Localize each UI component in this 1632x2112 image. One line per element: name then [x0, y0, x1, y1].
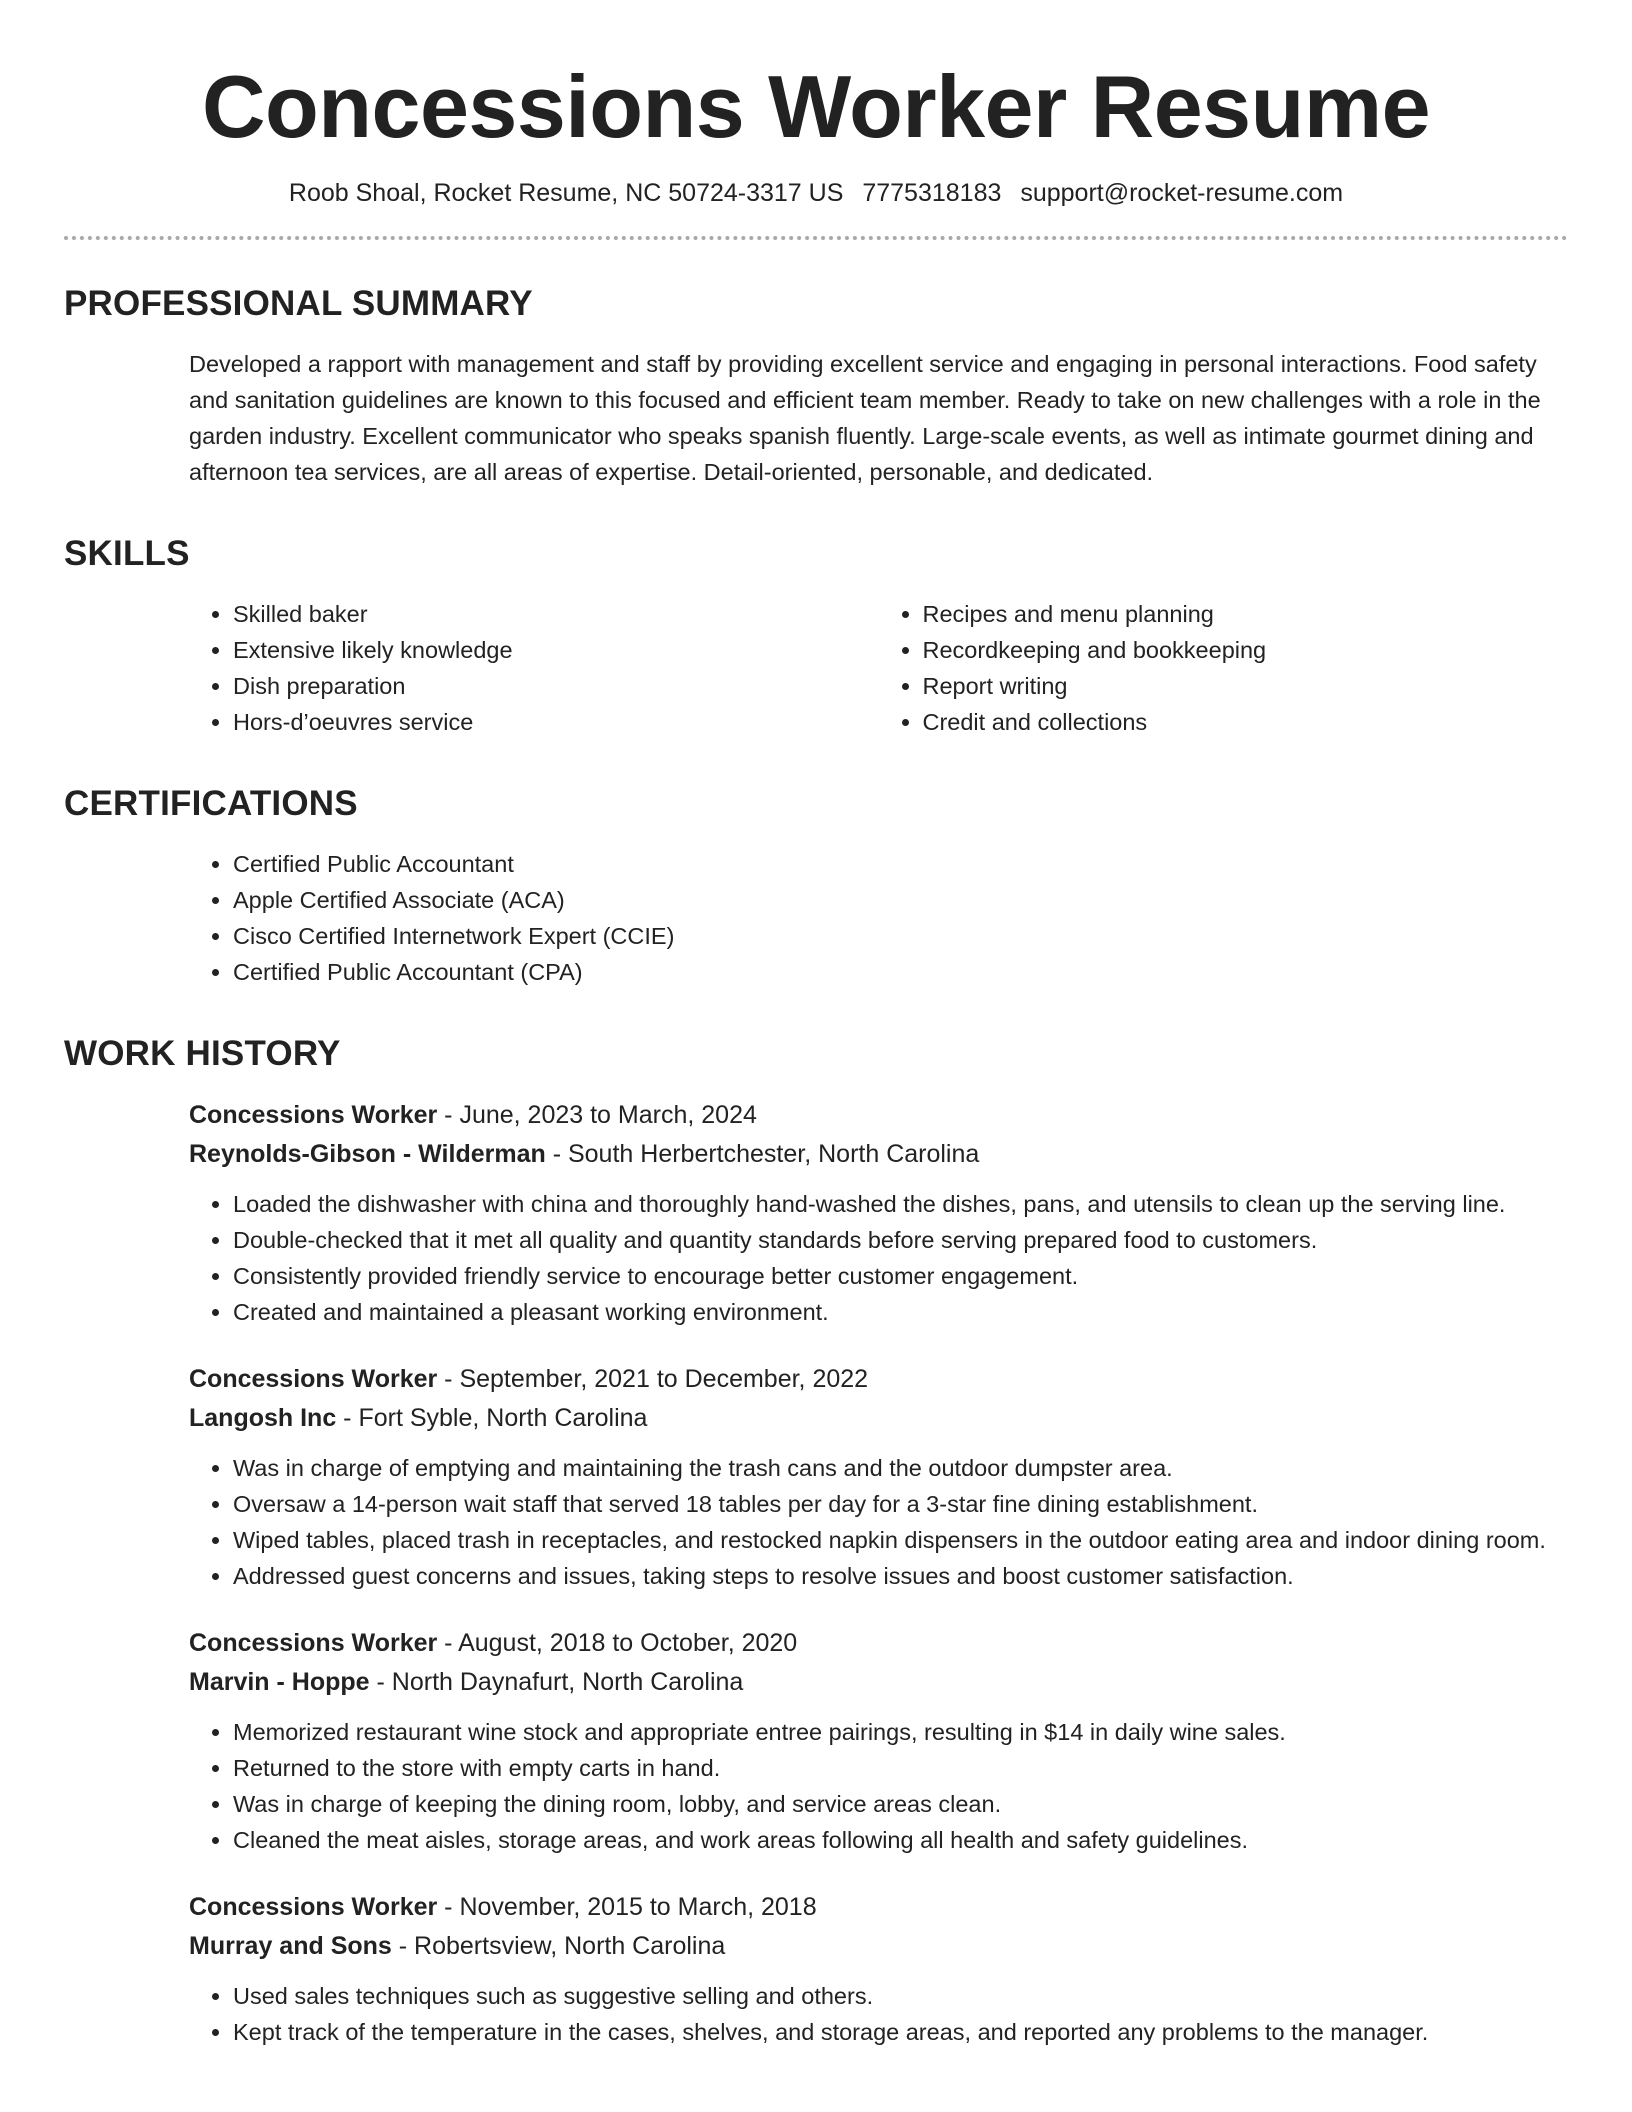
- contact-address: Roob Shoal, Rocket Resume, NC 50724-3317 US: [288, 179, 844, 208]
- certification-item: • Certified Public Accountant (CPA): [233, 954, 1568, 990]
- job-dates: - November, 2015 to March, 2018: [437, 1893, 817, 1922]
- resume-page: [64, 0, 1568, 2050]
- job-entry: [189, 1888, 1568, 2050]
- job-bullet: • Double-checked that it met all quality and quantity standards before serving prepared food to customers.: [233, 1222, 1568, 1258]
- job-location: - Robertsview, North Carolina: [391, 1932, 726, 1961]
- header-divider: [64, 236, 1568, 240]
- job-location: - Fort Syble, North Carolina: [336, 1404, 648, 1433]
- job-title-line: [189, 1888, 1568, 1927]
- job-title-line: [189, 1624, 1568, 1663]
- summary-text: Developed a rapport with management and staff by providing excellent service and engaging in personal interactions. Food safety and sanitation guidelines are known to this focused and efficient team member. Ready to take on new challenges with a role in the garden industry. Excellent communicator who speaks spanish fluently. Large-scale events, as well as intimate gourmet dining and afternoon tea services, are all areas of expertise. Detail-oriented, personable, and dedicated.: [189, 351, 1541, 486]
- job-bullet: • Oversaw a 14-person wait staff that served 18 tables per day for a 3-star fine dining establishment.: [233, 1486, 1568, 1522]
- contact-line: [64, 179, 1568, 208]
- skill-item: • Report writing: [923, 668, 1569, 704]
- job-bullets: [189, 1714, 1568, 1858]
- job-entry: [189, 1096, 1568, 1330]
- job-title-line: [189, 1360, 1568, 1399]
- job-bullet: • Loaded the dishwasher with china and thoroughly hand-washed the dishes, pans, and utensils to clean up the serving line.: [233, 1186, 1568, 1222]
- job-dates: - September, 2021 to December, 2022: [437, 1365, 869, 1394]
- job-bullets: [189, 1450, 1568, 1594]
- job-title: Concessions Worker: [189, 1893, 438, 1922]
- job-company-line: [189, 1135, 1568, 1174]
- skill-item: • Skilled baker: [233, 596, 879, 632]
- job-company-line: [189, 1663, 1568, 1702]
- skill-item: • Credit and collections: [923, 704, 1569, 740]
- job-bullet: • Was in charge of emptying and maintaining the trash cans and the outdoor dumpster area.: [233, 1450, 1568, 1486]
- job-company-line: [189, 1927, 1568, 1966]
- skills-column-right: [879, 596, 1569, 740]
- job-bullet: • Cleaned the meat aisles, storage areas, and work areas following all health and safety guidelines.: [233, 1822, 1568, 1858]
- skills-list: [189, 596, 1568, 740]
- job-entry: [189, 1360, 1568, 1594]
- job-bullet: • Kept track of the temperature in the cases, shelves, and storage areas, and reported any problems to the manager.: [233, 2014, 1568, 2050]
- certification-item: • Apple Certified Associate (ACA): [233, 882, 1568, 918]
- job-bullet: • Used sales techniques such as suggestive selling and others.: [233, 1978, 1568, 2014]
- job-bullet: • Addressed guest concerns and issues, taking steps to resolve issues and boost customer satisfaction.: [233, 1558, 1568, 1594]
- job-company: Reynolds-Gibson - Wilderman: [189, 1140, 546, 1169]
- resume-title: Concessions Worker Resume: [201, 57, 1431, 156]
- skill-item: • Extensive likely knowledge: [233, 632, 879, 668]
- job-bullet: • Was in charge of keeping the dining room, lobby, and service areas clean.: [233, 1786, 1568, 1822]
- summary-heading: PROFESSIONAL SUMMARY: [64, 284, 533, 324]
- certifications-list: [189, 846, 1568, 990]
- job-company: Langosh Inc: [189, 1404, 337, 1433]
- job-bullet: • Wiped tables, placed trash in receptacles, and restocked napkin dispensers in the outdoor eating area and indoor dining room.: [233, 1522, 1568, 1558]
- job-dates: - August, 2018 to October, 2020: [437, 1629, 798, 1658]
- job-title: Concessions Worker: [189, 1629, 438, 1658]
- skills-heading: SKILLS: [64, 534, 190, 574]
- job-bullets: [189, 1186, 1568, 1330]
- work-history-list: [189, 1096, 1568, 2050]
- job-company: Marvin - Hoppe: [189, 1668, 370, 1697]
- skill-item: • Dish preparation: [233, 668, 879, 704]
- certifications-heading: CERTIFICATIONS: [64, 784, 358, 824]
- job-bullet: • Created and maintained a pleasant working environment.: [233, 1294, 1568, 1330]
- job-title: Concessions Worker: [189, 1365, 438, 1394]
- job-bullet: • Returned to the store with empty carts in hand.: [233, 1750, 1568, 1786]
- contact-email: support@rocket-resume.com: [1020, 179, 1344, 208]
- skill-item: • Hors-d’oeuvres service: [233, 704, 879, 740]
- job-title: Concessions Worker: [189, 1101, 438, 1130]
- job-dates: - June, 2023 to March, 2024: [437, 1101, 757, 1130]
- job-company: Murray and Sons: [189, 1932, 392, 1961]
- job-location: - North Daynafurt, North Carolina: [369, 1668, 744, 1697]
- job-company-line: [189, 1399, 1568, 1438]
- certification-item: • Cisco Certified Internetwork Expert (CCIE): [233, 918, 1568, 954]
- job-bullets: [189, 1978, 1568, 2050]
- skill-item: • Recordkeeping and bookkeeping: [923, 632, 1569, 668]
- job-bullet: • Memorized restaurant wine stock and appropriate entree pairings, resulting in $14 in daily wine sales.: [233, 1714, 1568, 1750]
- job-title-line: [189, 1096, 1568, 1135]
- contact-phone: 7775318183: [862, 179, 1002, 208]
- job-entry: [189, 1624, 1568, 1858]
- certification-item: • Certified Public Accountant: [233, 846, 1568, 882]
- job-bullet: • Consistently provided friendly service to encourage better customer engagement.: [233, 1258, 1568, 1294]
- skill-item: • Recipes and menu planning: [923, 596, 1569, 632]
- job-location: - South Herbertchester, North Carolina: [545, 1140, 980, 1169]
- skills-column-left: [189, 596, 879, 740]
- work-history-heading: WORK HISTORY: [64, 1034, 341, 1074]
